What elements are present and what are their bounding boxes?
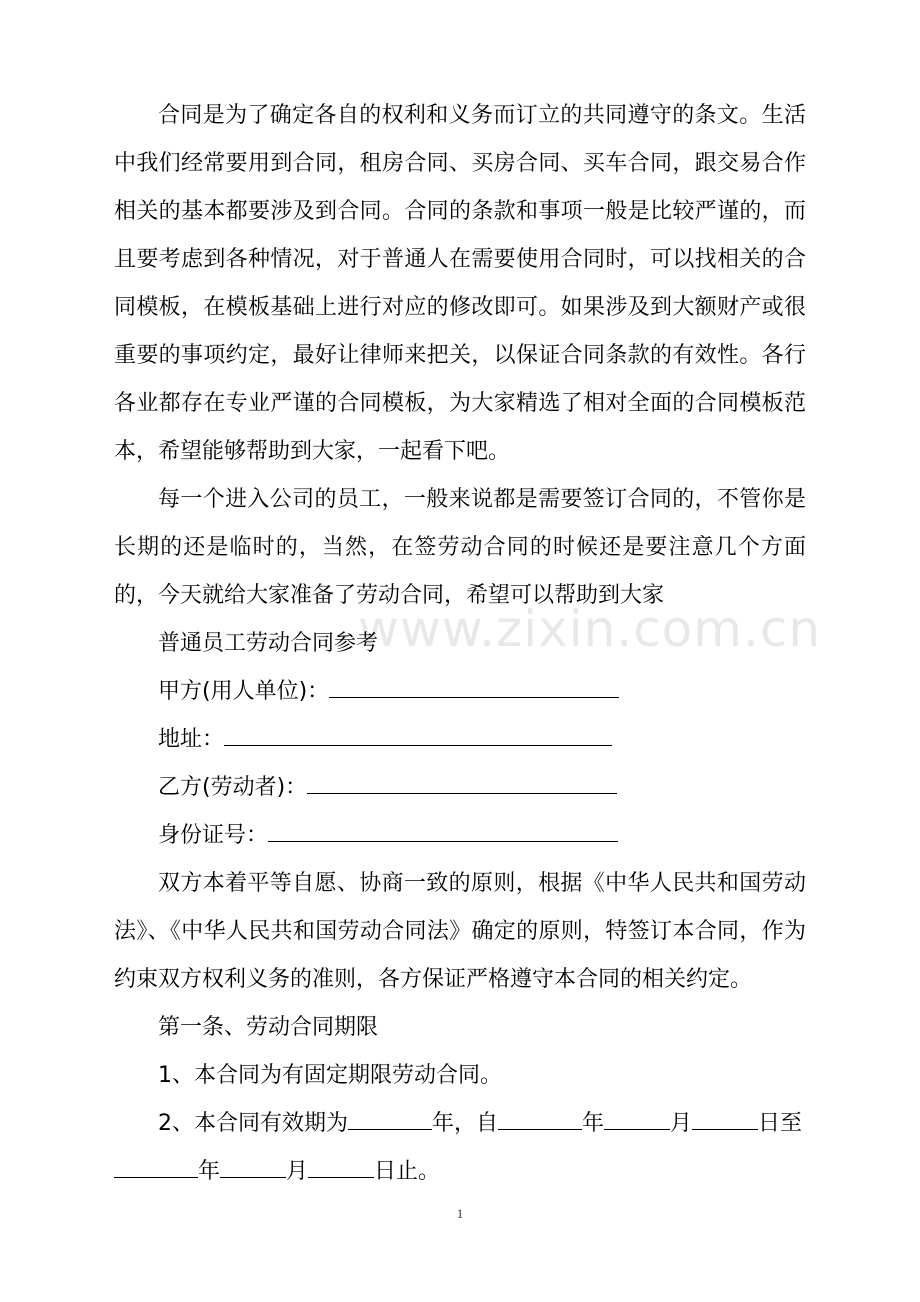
party-a-field — [114, 668, 806, 716]
clause-2 — [114, 1100, 806, 1196]
start-day-blank — [692, 1107, 758, 1130]
intro-paragraph: 合同是为了确定各自的权利和义务而订立的共同遵守的条文。生活中我们经常要用到合同，租房合同、买房合同、买车合同，跟交易合作相关的基本都要涉及到合同。合同的条款和事项一般是比较严谨的，而且要考虑到各种情况，对于普通人在需要使用合同时，可以找相关的合同模板，在模板基础上进行对应的修改即可。如果涉及到大额财产或很重要的事项约定，最好让律师来把关，以保证合同条款的有效性。各行各业都存在专业严谨的合同模板，为大家精选了相对全面的合同模板范本，希望能够帮助到大家，一起看下吧。 — [114, 103, 806, 464]
end-month-blank — [220, 1155, 286, 1178]
clause-2-day-to-label: 日至 — [758, 1111, 803, 1136]
start-month-blank — [604, 1107, 670, 1130]
article-1-title: 第一条、劳动合同期限 — [158, 1015, 379, 1040]
term-years-blank — [348, 1107, 432, 1130]
clause-2-day-end-label: 日止。 — [374, 1159, 441, 1184]
clause-2-year3-label: 年 — [198, 1159, 221, 1184]
contract-heading: 普通员工劳动合同参考 — [158, 631, 379, 656]
preamble-paragraph: 双方本着平等自愿、协商一致的原则，根据《中华人民共和国劳动法》、《中华人民共和国劳动合同法》确定的原则，特签订本合同，作为约束双方权利义务的准则，各方保证严格遵守本合同的相关约定。 — [114, 871, 806, 992]
id-number-field — [114, 812, 806, 860]
clause-2-year-label: 年，自 — [432, 1111, 499, 1136]
clause-1: 1、本合同为有固定期限劳动合同。 — [158, 1063, 502, 1088]
party-b-blank — [307, 771, 617, 794]
address-field — [114, 716, 806, 764]
party-a-blank — [329, 675, 619, 698]
party-b-label: 乙方(劳动者)： — [158, 775, 308, 800]
page-number: 1 — [456, 1206, 464, 1221]
address-blank — [224, 723, 612, 746]
party-b-field — [114, 764, 806, 812]
lead-paragraph: 每一个进入公司的员工，一般来说都是需要签订合同的，不管你是长期的还是临时的，当然，在签劳动合同的时候还是要注意几个方面的，今天就给大家准备了劳动合同，希望可以帮助到大家 — [114, 487, 806, 608]
id-number-blank — [268, 819, 618, 842]
clause-2-month2-label: 月 — [286, 1159, 309, 1184]
end-day-blank — [308, 1155, 374, 1178]
start-year-blank — [498, 1107, 582, 1130]
party-a-label: 甲方(用人单位)： — [158, 679, 330, 704]
clause-2-month-label: 月 — [670, 1111, 693, 1136]
id-number-label: 身份证号： — [158, 823, 269, 848]
end-year-blank — [114, 1155, 198, 1178]
watermark: www.zixin.com.cn — [358, 600, 822, 658]
clause-2-prefix: 2、本合同有效期为 — [158, 1111, 348, 1136]
address-label: 地址： — [158, 727, 225, 752]
clause-2-year2-label: 年 — [582, 1111, 605, 1136]
